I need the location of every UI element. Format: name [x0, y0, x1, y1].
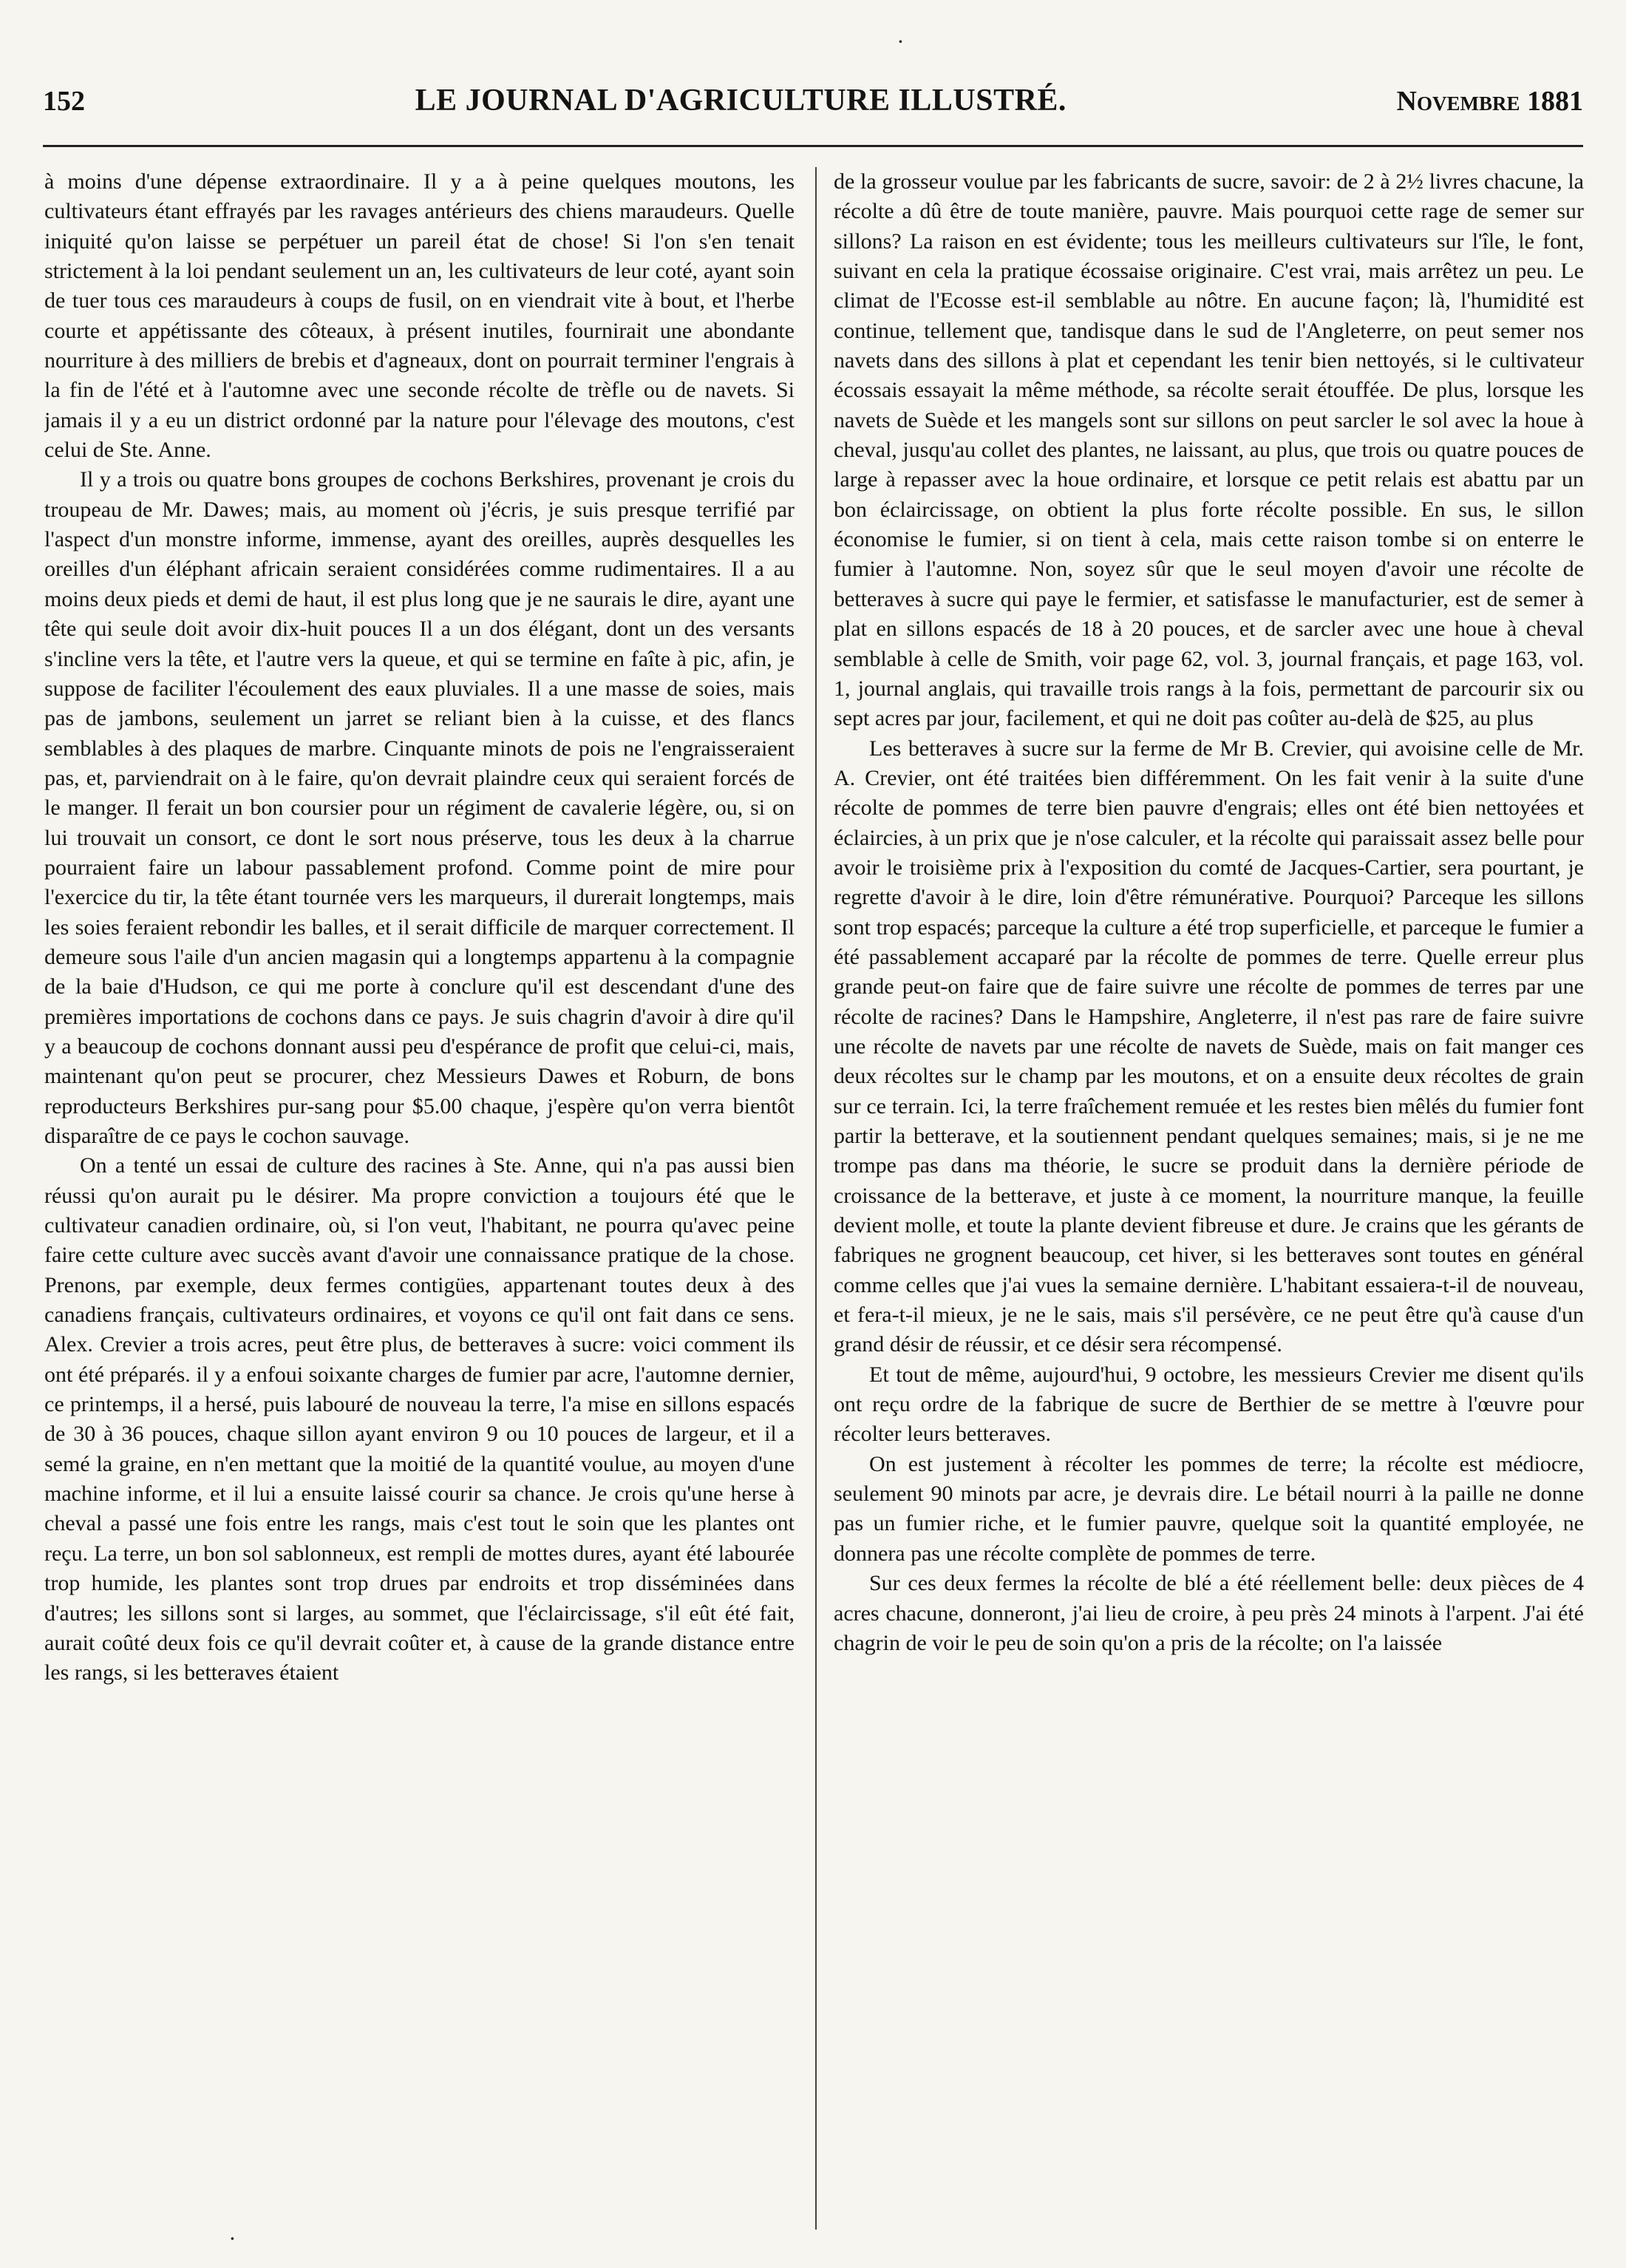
journal-title: LE JOURNAL D'AGRICULTURE ILLUSTRÉ.	[415, 84, 1067, 118]
left-column	[44, 167, 795, 2230]
right-paragraph-1: de la grosseur voulue par les fabricants de sucre, savoir: de 2 à 2½ livres chacune, la récolte a dû être de toute manière, pauvre. Mais pourquoi cette rage de semer sur sillons? La raison en est évidente; tous les meilleurs cultivateurs sur l'île, le font, suivant en cela la pratique écossaise originaire. C'est vrai, mais arrêtez un peu. Le climat de l'Ecosse est-il semblable au nôtre. En aucune façon; là, l'humidité est continue, tellement que, tandisque dans le sud de l'Angleterre, on peut semer nos navets dans des sillons à plat et cependant les tenir bien nettoyés, si le cultivateur écossais essayait la même méthode, sa récolte serait étouffée. De plus, lorsque les navets de Suède et les mangels sont sur sillons on peut sarcler le sol avec la houe à cheval, jusqu'au collet des plantes, ne laissant, au plus, que trois ou quatre pouces de large à repasser avec la houe ordinaire, et lorsque ce petit relais est abattu par un bon éclaircissage, on obtient la plus forte récolte possible. En sus, le sillon économise le fumier, si on tient à cela, mais cette raison tombe si on enterre le fumier à l'automne. Non, soyez sûr que le seul moyen d'avoir une récolte de betteraves à sucre qui paye le fermier, et satisfasse le manufacturier, est de semer à plat en sillons espacés de 18 à 20 pouces, et de sarcler avec une houe à cheval semblable à celle de Smith, voir page 62, vol. 3, journal français, et page 163, vol. 1, journal anglais, qui travaille trois rangs à la fois, permettant de parcourir six ou sept acres par jour, facilement, et qui ne doit pas coûter au-delà de $25, au plus	[834, 169, 1584, 731]
page-header	[43, 83, 1583, 127]
right-paragraph-3: Et tout de même, aujourd'hui, 9 octobre, les messieurs Crevier me disent qu'ils ont reçu ordre de la fabrique de sucre de Berthier de se mettre à l'œuvre pour récolter leurs betteraves.	[834, 1362, 1584, 1447]
right-paragraph-4: On est justement à récolter les pommes de terre; la récolte est médiocre, seulement 90 minots par acre, je devrais dire. Le bétail nourri à la paille ne donne pas un fumier riche, et le fumier pauvre, quelque soit la quantité employée, ne donnera pas une récolte complète de pommes de terre.	[834, 1451, 1584, 1566]
left-paragraph-3: On a tenté un essai de culture des racines à Ste. Anne, qui n'a pas aussi bien réussi qu'on aurait pu le désirer. Ma propre conviction a toujours été que le cultivateur canadien ordinaire, où, si l'on veut, l'habitant, ne pourra qu'avec peine faire cette culture avec succès avant d'avoir une connaissance pratique de la chose. Prenons, par exemple, deux fermes contigües, appartenant toutes deux à des canadiens français, cultivateurs ordinaires, et voyons ce qu'il ont fait dans ce sens. Alex. Crevier a trois acres, peut être plus, de betteraves à sucre: voici comment ils ont été préparés. il y a enfoui soixante charges de fumier par acre, l'automne dernier, ce printemps, il a hersé, puis labouré de nouveau la terre, l'a mise en sillons espacés de 30 à 36 pouces, chaque sillon ayant environ 9 ou 10 pouces de largeur, et il a semé la graine, en n'en mettant que la moitié de la quantité voulue, au moyen d'une machine informe, et il lui a ensuite laissé courir sa chance. Je crois qu'une herse à cheval a passé une fois entre les rangs, mais c'est tout le soin que les plantes ont reçu. La terre, un bon sol sablonneux, est rempli de mottes dures, ayant été labourée trop humide, les plantes sont trop drues par endroits et trop disséminées dans d'autres; les sillons sont si larges, au sommet, que l'éclaircissage, s'il eût été fait, aurait coûté deux fois ce qu'il devrait coûter et, à cause de la grande distance entre les rangs, si les betteraves étaient	[44, 1153, 795, 1685]
print-speck: ·	[897, 30, 904, 54]
column-divider	[815, 167, 817, 2230]
right-paragraph-5: Sur ces deux fermes la récolte de blé a été réellement belle: deux pièces de 4 acres chacune, donneront, j'ai lieu de croire, à peu près 24 minots à l'arpent. J'ai été chagrin de voir le peu de soin qu'on a pris de la récolte; on l'a laissée	[834, 1571, 1584, 1655]
right-column	[834, 167, 1584, 2230]
left-paragraph-1: à moins d'une dépense extraordinaire. Il y a à peine quelques moutons, les cultivateurs étant effrayés par les ravages antérieurs des chiens maraudeurs. Quelle iniquité qu'on laisse se perpétuer un pareil état de chose! Si l'on s'en tenait strictement à la loi pendant seulement un an, les cultivateurs de leur coté, ayant soin de tuer tous ces maraudeurs à coups de fusil, on en viendrait vite à bout, et l'herbe courte et appétissante des côteaux, à présent inutiles, fournirait une abondante nourriture à des milliers de brebis et d'agneaux, dont on pourrait terminer l'engrais à la fin de l'été et à l'automne avec une seconde récolte de trèfle ou de navets. Si jamais il y a eu un district ordonné par la nature pour l'élevage des moutons, c'est celui de Ste. Anne.	[44, 169, 795, 463]
left-paragraph-2: Il y a trois ou quatre bons groupes de cochons Berkshires, provenant je crois du troupeau de Mr. Dawes; mais, au moment où j'écris, je suis presque terrifié par l'aspect d'un monstre informe, immense, ayant des oreilles, auprès desquelles les oreilles d'un éléphant africain seraient considérées comme rudimentaires. Il a au moins deux pieds et demi de haut, il est plus long que je ne saurais le dire, ayant une tête qui seule doit avoir dix-huit pouces Il a un dos élégant, dont un des versants s'incline vers la tête, et l'autre vers la queue, et qui se termine en faîte à pic, afin, je suppose de faciliter l'écoulement des eaux pluviales. Il a une masse de soies, mais pas de jambons, seulement un jarret se reliant bien à la cuisse, et des flancs semblables à des plaques de marbre. Cinquante minots de pois ne l'engraisseraient pas, et, parviendrait on à le faire, qu'on devrait plaindre ceux qui seraient forcés de le manger. Il ferait un bon coursier pour un régiment de cavalerie légère, ou, si on lui trouvait un consort, ce dont le sort nous préserve, tous les deux à la charrue pourraient faire un labour passablement profond. Comme point de mire pour l'exercice du tir, la tête étant tournée vers les marqueurs, il durerait longtemps, mais les soies feraient rebondir les balles, et il serait difficile de marquer correctement. Il demeure sous l'aile d'un ancien magasin qui a longtemps appartenu à la compagnie de la baie d'Hudson, ce qui me porte à conclure qu'il est descendant d'une des premières importations de cochons dans ce pays. Je suis chagrin d'avoir à dire qu'il y a beaucoup de cochons donnant aussi peu d'espérance de profit que celui-ci, mais, maintenant qu'on peut se procurer, chez Messieurs Dawes et Roburn, de bons reproducteurs Berkshires pur-sang pour $5.00 chaque, j'espère qu'on verra bientôt disparaître de ce pays le cochon sauvage.	[44, 467, 795, 1148]
print-speck: ·	[229, 2227, 236, 2251]
right-paragraph-2: Les betteraves à sucre sur la ferme de Mr B. Crevier, qui avoisine celle de Mr. A. Crevier, ont été traitées bien différemment. On les fait venir à la suite d'une récolte de pommes de terre bien pauvre d'engrais; elles ont été bien nettoyées et éclaircies, à un prix que je n'ose calculer, et la récolte qui paraissait assez belle pour avoir le troisième prix à l'exposition du comté de Jacques-Cartier, sera pourtant, je regrette d'avoir à le dire, loin d'être rémunérative. Pourquoi? Parceque les sillons sont trop espacés; parceque la culture a été trop superficielle, et parceque le fumier a été passablement accaparé par la récolte de pommes de terre. Quelle erreur plus grande peut-on faire que de faire suivre une récolte de pommes de terres par une récolte de racines? Dans le Hampshire, Angleterre, il n'est pas rare de faire suivre une récolte de navets par une récolte de navets de Suède, mais on fait manger ces deux récoltes sur le champ par les moutons, et on a ensuite deux récoltes de grain sur ce terrain. Ici, la terre fraîchement remuée et les restes bien mêlés du fumier font partir la betterave, et la soutiennent pendant quelques semaines; mais, si je ne me trompe pas dans ma théorie, le sucre se produit dans la dernière période de croissance de la betterave, et juste à ce moment, la nourriture manque, la feuille devient molle, et toute la plante devient fibreuse et dure. Je crains que les gérants de fabriques ne grognent beaucoup, cet hiver, si les betteraves sont toutes en général comme celles que j'ai vues la semaine dernière. L'habitant essaiera-t-il de nouveau, et fera-t-il mieux, je ne le sais, mais s'il persévère, ce ne peut être qu'à cause d'un grand désir de réussir, et ce désir sera récompensé.	[834, 736, 1584, 1357]
header-rule	[43, 145, 1583, 147]
page-number: 152	[43, 86, 85, 117]
issue-date: Novembre 1881	[1396, 86, 1583, 117]
